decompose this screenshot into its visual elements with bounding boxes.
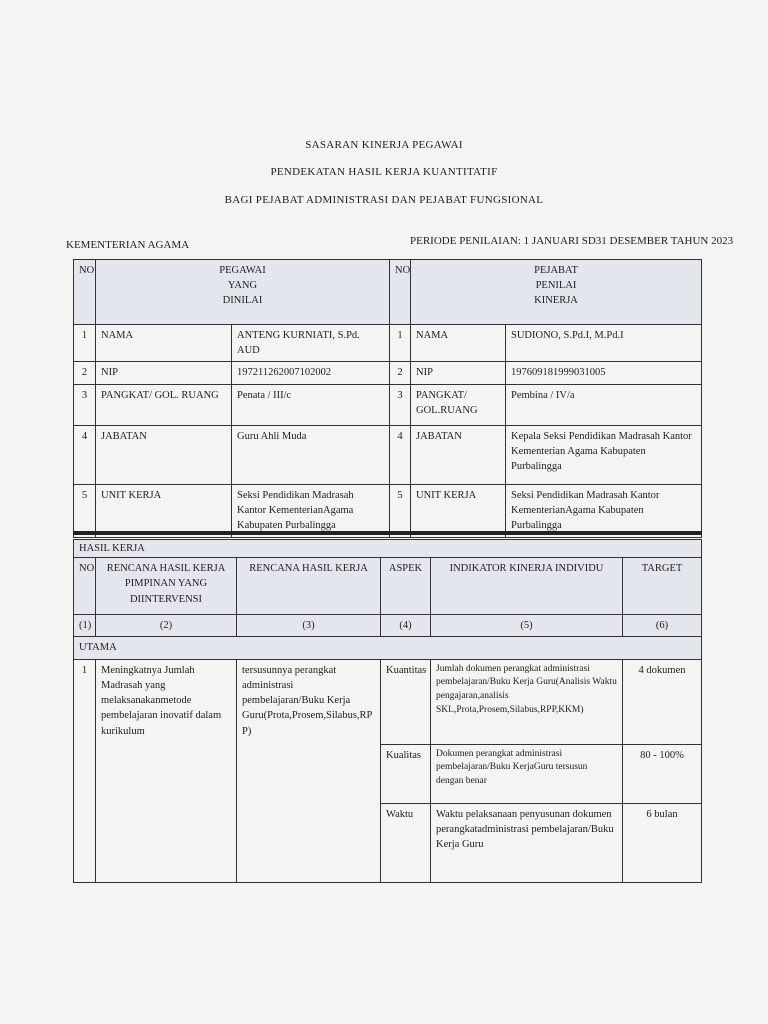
item-rencana-hasil: tersusunnya perangkat administrasi pembelajaran/Buku Kerja Guru(Prota,Prosem,Silabus,RP P) xyxy=(237,659,381,882)
ministry-label: KEMENTERIAN AGAMA xyxy=(66,239,190,251)
row-no-2: 3 xyxy=(390,384,411,425)
table-row xyxy=(74,362,702,384)
indikator-cell: Dokumen perangkat administrasi pembelajaran/Buku KerjaGuru tersusun dengan benar xyxy=(431,744,623,803)
row-no: 2 xyxy=(74,362,96,384)
title-line-1: SASARAN KINERJA PEGAWAI xyxy=(305,139,463,151)
col-number: (2) xyxy=(96,615,237,637)
table-row xyxy=(74,425,702,484)
row-value-2: Pembina / IV/a xyxy=(506,384,702,425)
utama-label: UTAMA xyxy=(74,637,702,659)
target-cell: 80 - 100% xyxy=(623,744,702,803)
col-no-header-2: NO xyxy=(390,260,411,325)
aspek-cell: Kuantitas xyxy=(381,659,431,744)
target-cell: 6 bulan xyxy=(623,803,702,882)
row-label-2: UNIT KERJA xyxy=(411,484,506,537)
identity-table xyxy=(73,259,702,538)
row-no: 1 xyxy=(74,325,96,362)
indikator-cell: Jumlah dokumen perangkat administrasi pembelajaran/Buku Kerja Guru(Analisis Waktu pengajaran,analisis SKL,Prota,Prosem,Silabus,RPP,KKM) xyxy=(431,659,623,744)
table-row xyxy=(74,325,702,362)
rencana-hasil-header: RENCANA HASIL KERJA xyxy=(237,558,381,615)
item-rencana-pimpinan: Meningkatnya Jumlah Madrasah yang melaksanakanmetode pembelajaran inovatif dalam kurikulum xyxy=(96,659,237,882)
row-label: PANGKAT/ GOL. RUANG xyxy=(96,384,232,425)
row-value-2: Kepala Seksi Pendidikan Madrasah Kantor Kementerian Agama Kabupaten Purbalingga xyxy=(506,425,702,484)
indikator-cell: Waktu pelaksanaan penyusunan dokumen perangkatadministrasi pembelajaran/Buku Kerja Guru xyxy=(431,803,623,882)
title-line-3: BAGI PEJABAT ADMINISTRASI DAN PEJABAT FUNGSIONAL xyxy=(224,194,544,206)
row-no: 4 xyxy=(74,425,96,484)
aspek-header: ASPEK xyxy=(381,558,431,615)
row-no-2: 2 xyxy=(390,362,411,384)
row-no-2: 1 xyxy=(390,325,411,362)
section-divider xyxy=(73,531,702,535)
item-no: 1 xyxy=(74,659,96,882)
hk-no-header: NO xyxy=(74,558,96,615)
row-no: 5 xyxy=(74,484,96,537)
rencana-pimpinan-header: RENCANA HASIL KERJA PIMPINAN YANG DIINTERVENSI xyxy=(96,558,237,615)
row-value: Seksi Pendidikan Madrasah Kantor KementerianAgama Kabupaten Purbalingga xyxy=(232,484,390,537)
row-no: 3 xyxy=(74,384,96,425)
row-value: Penata / III/c xyxy=(232,384,390,425)
row-label: NIP xyxy=(96,362,232,384)
target-header: TARGET xyxy=(623,558,702,615)
aspek-cell: Waktu xyxy=(381,803,431,882)
hasil-kerja-title: HASIL KERJA xyxy=(74,540,702,558)
col-number: (4) xyxy=(381,615,431,637)
row-value-2: Seksi Pendidikan Madrasah Kantor KementerianAgama Kabupaten Purbalingga xyxy=(506,484,702,537)
row-value-2: SUDIONO, S.Pd.I, M.Pd.I xyxy=(506,325,702,362)
table-row xyxy=(74,484,702,537)
row-no-2: 4 xyxy=(390,425,411,484)
pejabat-header: PEJABAT PENILAI KINERJA xyxy=(411,260,702,325)
target-cell: 4 dokumen xyxy=(623,659,702,744)
row-label-2: JABATAN xyxy=(411,425,506,484)
row-label-2: PANGKAT/ GOL.RUANG xyxy=(411,384,506,425)
row-value: 197211262007102002 xyxy=(232,362,390,384)
row-value: ANTENG KURNIATI, S.Pd. AUD xyxy=(232,325,390,362)
row-no-2: 5 xyxy=(390,484,411,537)
row-label: UNIT KERJA xyxy=(96,484,232,537)
pegawai-header: PEGAWAI YANG DINILAI xyxy=(96,260,390,325)
row-value: Guru Ahli Muda xyxy=(232,425,390,484)
col-number: (6) xyxy=(623,615,702,637)
title-line-2: PENDEKATAN HASIL KERJA KUANTITATIF xyxy=(270,166,498,178)
row-label: JABATAN xyxy=(96,425,232,484)
row-label: NAMA xyxy=(96,325,232,362)
col-no-header: NO xyxy=(74,260,96,325)
period-label: PERIODE PENILAIAN: 1 JANUARI SD31 DESEMBER TAHUN 2023 xyxy=(410,235,734,247)
table-row xyxy=(74,384,702,425)
indikator-header: INDIKATOR KINERJA INDIVIDU xyxy=(431,558,623,615)
table-row xyxy=(74,659,702,744)
col-number: (3) xyxy=(237,615,381,637)
hasil-kerja-table xyxy=(73,539,702,883)
col-number: (5) xyxy=(431,615,623,637)
row-value-2: 197609181999031005 xyxy=(506,362,702,384)
row-label-2: NAMA xyxy=(411,325,506,362)
aspek-cell: Kualitas xyxy=(381,744,431,803)
row-label-2: NIP xyxy=(411,362,506,384)
col-number: (1) xyxy=(74,615,96,637)
